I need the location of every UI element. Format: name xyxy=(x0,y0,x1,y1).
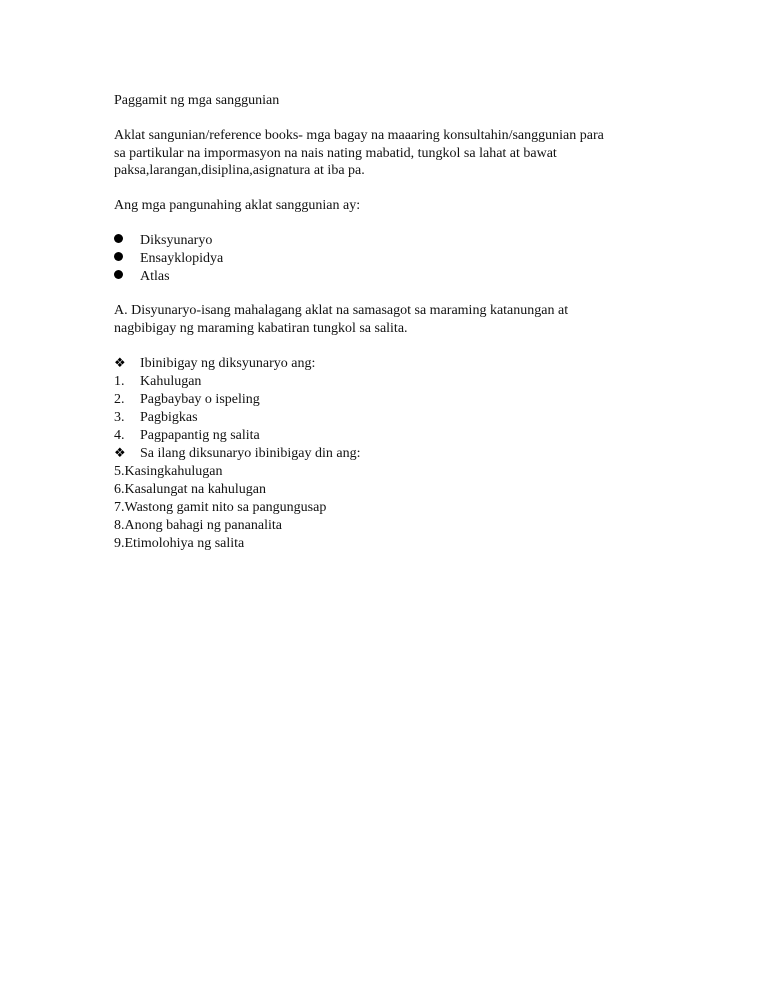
list-item: 7.Wastong gamit nito sa pangungusap xyxy=(114,500,327,515)
dictionary-provides-heading: Ibinibigay ng diksyunaryo ang: xyxy=(140,356,316,371)
filled-circle-bullet-icon xyxy=(114,270,123,279)
intro-line: Aklat sangunian/reference books- mga bagay na maaaring konsultahin/sanggunian para xyxy=(114,128,604,143)
list-item: 5.Kasingkahulugan xyxy=(114,464,223,479)
numbered-item-number: 2. xyxy=(114,392,125,407)
dictionary-list xyxy=(114,355,654,553)
some-dictionaries-heading: Sa ilang diksunaryo ibinibigay din ang: xyxy=(140,446,361,461)
diamond-list-heading xyxy=(114,355,654,373)
list-item xyxy=(114,268,654,286)
document-title: Paggamit ng mga sanggunian xyxy=(114,93,280,108)
list-item: 9.Etimolohiya ng salita xyxy=(114,536,245,551)
intro-line: sa partikular na impormasyon na nais nating mabatid, tungkol sa lahat at bawat xyxy=(114,145,557,161)
numbered-item xyxy=(114,409,654,427)
list-item xyxy=(114,232,654,250)
document-content xyxy=(114,92,654,553)
filled-circle-bullet-icon xyxy=(114,252,123,261)
numbered-item-label: Pagbigkas xyxy=(140,410,198,425)
main-refs-heading: Ang mga pangunahing aklat sanggunian ay: xyxy=(114,198,361,213)
list-item: 6.Kasalungat na kahulugan xyxy=(114,482,267,497)
list-item-label: Diksyunaryo xyxy=(140,233,213,248)
document-title-block xyxy=(114,92,654,110)
numbered-item-label: Kahulugan xyxy=(140,374,202,389)
numbered-item-label: Pagbaybay o ispeling xyxy=(140,392,260,407)
main-refs-heading-block xyxy=(114,197,654,215)
four-diamond-bullet-icon: ❖ xyxy=(114,356,126,371)
numbered-item xyxy=(114,373,654,391)
section-a-line: A. Disyunaryo-isang mahalagang aklat na samasagot sa maraming katanungan at xyxy=(114,303,569,318)
list-item xyxy=(114,250,654,268)
numbered-item xyxy=(114,391,654,409)
intro-paragraph xyxy=(114,127,654,180)
list-item-label: Atlas xyxy=(140,269,170,284)
diamond-list-heading xyxy=(114,445,654,463)
main-refs-list xyxy=(114,232,654,286)
list-item: 8.Anong bahagi ng pananalita xyxy=(114,518,282,533)
numbered-item-number: 1. xyxy=(114,374,125,389)
numbered-item-number: 4. xyxy=(114,428,125,443)
four-diamond-bullet-icon: ❖ xyxy=(114,446,126,461)
intro-line: paksa,larangan,disiplina,asignatura at iba pa. xyxy=(114,163,365,178)
section-a-paragraph xyxy=(114,302,654,337)
numbered-item-number: 3. xyxy=(114,410,125,425)
list-item-label: Ensayklopidya xyxy=(140,251,224,266)
numbered-item xyxy=(114,427,654,445)
numbered-item-label: Pagpapantig ng salita xyxy=(140,428,260,443)
filled-circle-bullet-icon xyxy=(114,234,123,243)
section-a-line: nagbibigay ng maraming kabatiran tungkol sa salita. xyxy=(114,320,408,336)
